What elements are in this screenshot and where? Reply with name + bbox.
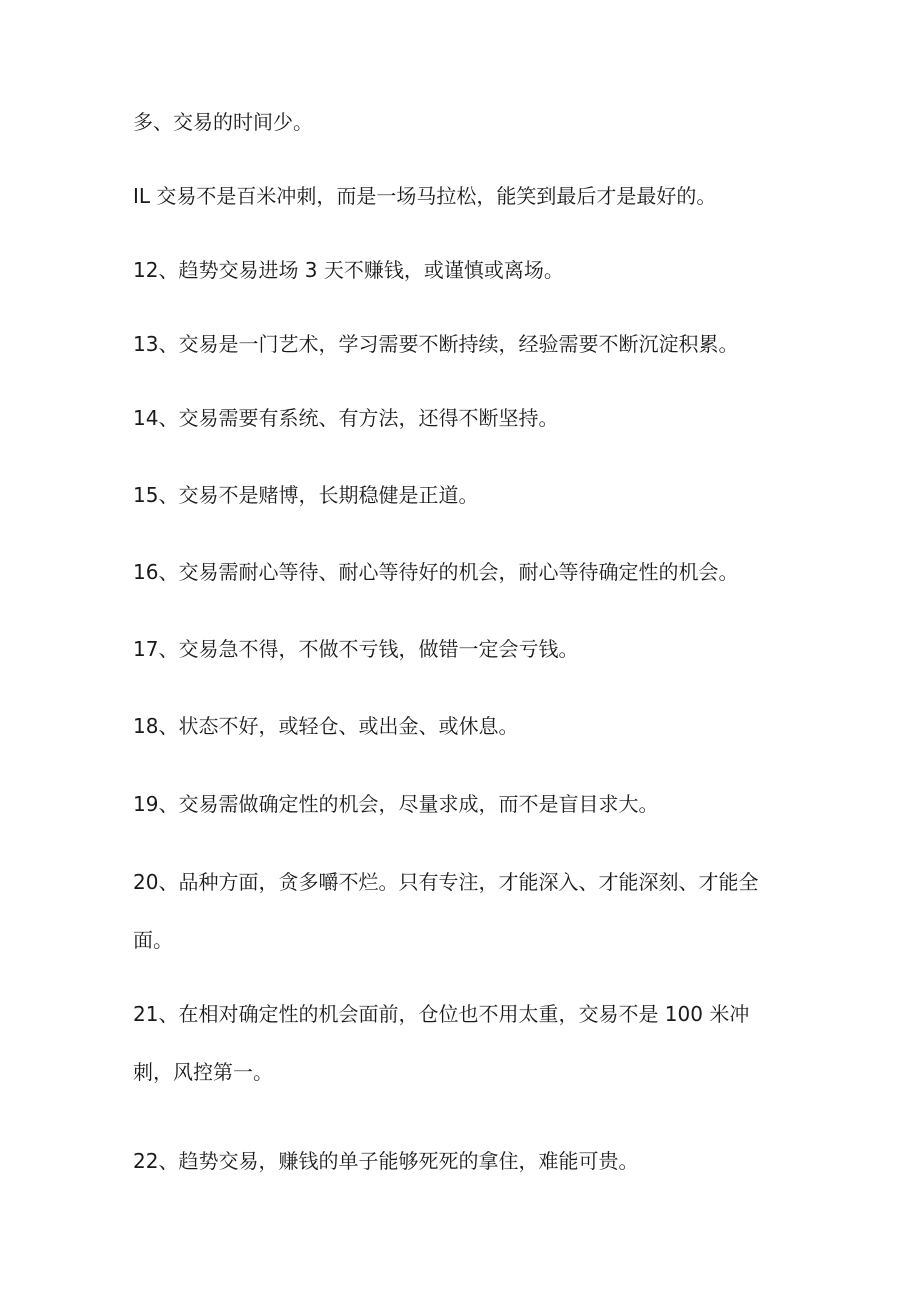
text-line-11: 20、品种方面，贪多嚼不烂。只有专注，才能深入、才能深刻、才能全	[133, 870, 759, 894]
text-line-12: 面。	[133, 928, 173, 952]
text-line-14: 刺，风控第一。	[133, 1060, 273, 1084]
text-line-13: 21、在相对确定性的机会面前，仓位也不用太重，交易不是 100 米冲	[133, 1002, 750, 1026]
text-line-3: 12、趋势交易进场 3 天不赚钱，或谨慎或离场。	[133, 258, 564, 282]
text-line-6: 15、交易不是赌博，长期稳健是正道。	[133, 483, 479, 507]
text-line-4: 13、交易是一门艺术，学习需要不断持续，经验需要不断沉淀积累。	[133, 332, 739, 356]
text-line-1: 多、交易的时间少。	[133, 110, 313, 134]
text-line-8: 17、交易急不得，不做不亏钱，做错一定会亏钱。	[133, 637, 579, 661]
text-line-7: 16、交易需耐心等待、耐心等待好的机会，耐心等待确定性的机会。	[133, 560, 739, 584]
text-line-15: 22、趋势交易，赚钱的单子能够死死的拿住，难能可贵。	[133, 1149, 639, 1173]
text-line-5: 14、交易需要有系统、有方法，还得不断坚持。	[133, 406, 559, 430]
text-line-2: IL 交易不是百米冲刺，而是一场马拉松，能笑到最后才是最好的。	[133, 184, 717, 208]
text-line-9: 18、状态不好，或轻仓、或出金、或休息。	[133, 714, 519, 738]
text-line-10: 19、交易需做确定性的机会，尽量求成，而不是盲目求大。	[133, 792, 659, 816]
